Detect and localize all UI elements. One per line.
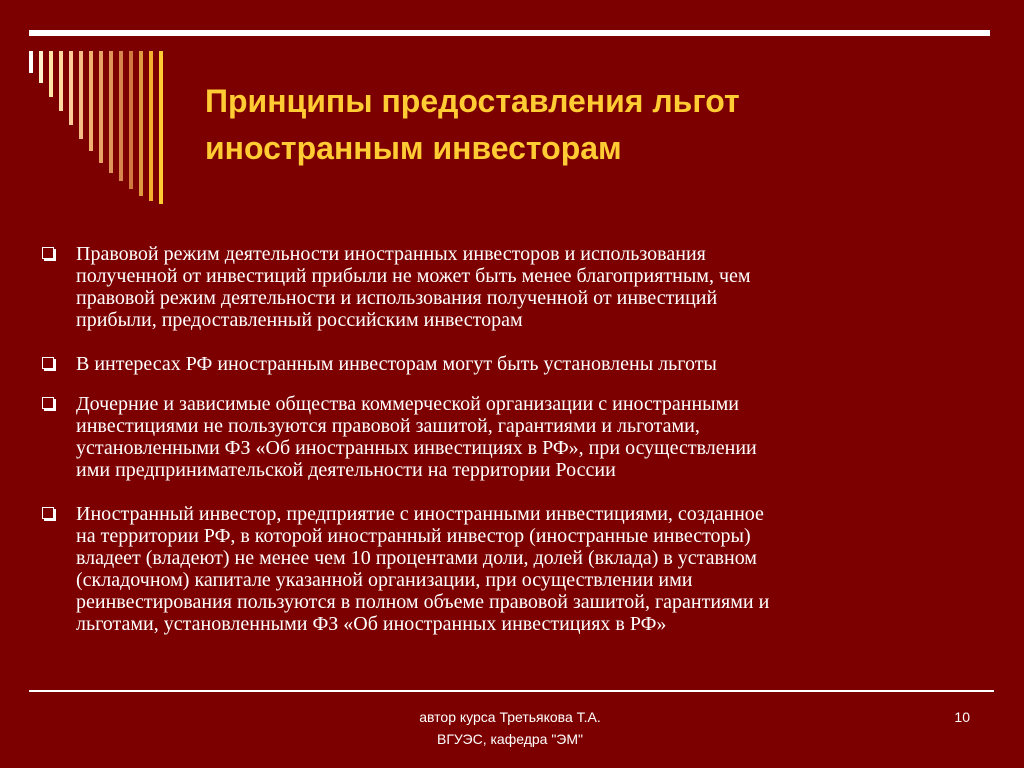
decorative-stripe bbox=[59, 51, 63, 111]
title-line: иностранным инвесторам bbox=[205, 130, 622, 166]
decorative-stripe bbox=[149, 51, 153, 201]
decorative-stripe bbox=[29, 51, 33, 73]
bullet-text-line: льготами, установленными ФЗ «Об иностранных инвестициях в РФ» bbox=[76, 613, 667, 635]
bullet-item bbox=[40, 353, 980, 375]
bullet-text-line: Правовой режим деятельности иностранных инвесторов и использования bbox=[76, 243, 706, 265]
decorative-stripe bbox=[79, 51, 83, 139]
hollow-square-bullet-icon bbox=[42, 357, 54, 369]
bullet-text-line: реинвестирования пользуются в полном объеме правовой зашитой, гарантиями и bbox=[76, 591, 770, 613]
title-line: Принципы предоставления льгот bbox=[205, 83, 740, 119]
decorative-stripe bbox=[69, 51, 73, 125]
decorative-stripes bbox=[0, 0, 200, 220]
bullet-item bbox=[40, 393, 980, 481]
bullet-text-line: правовой режим деятельности и использования полученной от инвестиций bbox=[76, 287, 718, 309]
bullet-list bbox=[40, 243, 980, 635]
decorative-stripe bbox=[89, 51, 93, 151]
bullet-text-line: прибыли, предоставленный российским инвесторам bbox=[76, 309, 523, 331]
decorative-stripe bbox=[139, 51, 143, 196]
slide-number: 10 bbox=[954, 709, 970, 725]
bullet-text-line: инвестициями не пользуются правовой зашитой, гарантиями и льготами, bbox=[76, 415, 700, 437]
decorative-stripe bbox=[129, 51, 133, 189]
decorative-stripe bbox=[49, 51, 53, 97]
bullet-text-line: полученной от инвестиций прибыли не может быть менее благоприятным, чем bbox=[76, 265, 751, 287]
bullet-item bbox=[40, 503, 980, 635]
footer-author bbox=[380, 706, 640, 750]
slide-title bbox=[205, 78, 985, 172]
bullet-text-line: Иностранный инвестор, предприятие с иностранными инвестициями, созданное bbox=[76, 503, 764, 525]
decorative-stripe bbox=[159, 51, 163, 204]
hollow-square-bullet-icon bbox=[42, 507, 54, 519]
decorative-stripe bbox=[39, 51, 43, 83]
bullet-text-line: на территории РФ, в которой иностранный инвестор (иностранные инвесторы) bbox=[76, 525, 751, 547]
bottom-divider-line bbox=[29, 690, 994, 692]
bullet-text-line: владеет (владеют) не менее чем 10 процентами доли, долей (вклада) в уставном bbox=[76, 547, 757, 569]
bullet-text-line: Дочерние и зависимые общества коммерческой организации с иностранными bbox=[76, 393, 739, 415]
hollow-square-bullet-icon bbox=[42, 397, 54, 409]
decorative-stripe bbox=[109, 51, 113, 173]
bullet-text-line: ими предпринимательской деятельности на территории России bbox=[76, 459, 616, 481]
bullet-text-line: установленными ФЗ «Об иностранных инвестициях в РФ», при осуществлении bbox=[76, 437, 757, 459]
footer-author-line: автор курса Третьякова Т.А. bbox=[419, 709, 601, 725]
bullet-item bbox=[40, 243, 980, 331]
bullet-text-line: (складочном) капитале указанной организации, при осуществлении ими bbox=[76, 569, 693, 591]
hollow-square-bullet-icon bbox=[42, 247, 54, 259]
decorative-stripe bbox=[119, 51, 123, 181]
footer-department-line: ВГУЭС, кафедра "ЭМ" bbox=[437, 731, 583, 747]
decorative-stripe bbox=[99, 51, 103, 163]
bullet-text-line: В интересах РФ иностранным инвесторам могут быть установлены льготы bbox=[76, 353, 717, 375]
